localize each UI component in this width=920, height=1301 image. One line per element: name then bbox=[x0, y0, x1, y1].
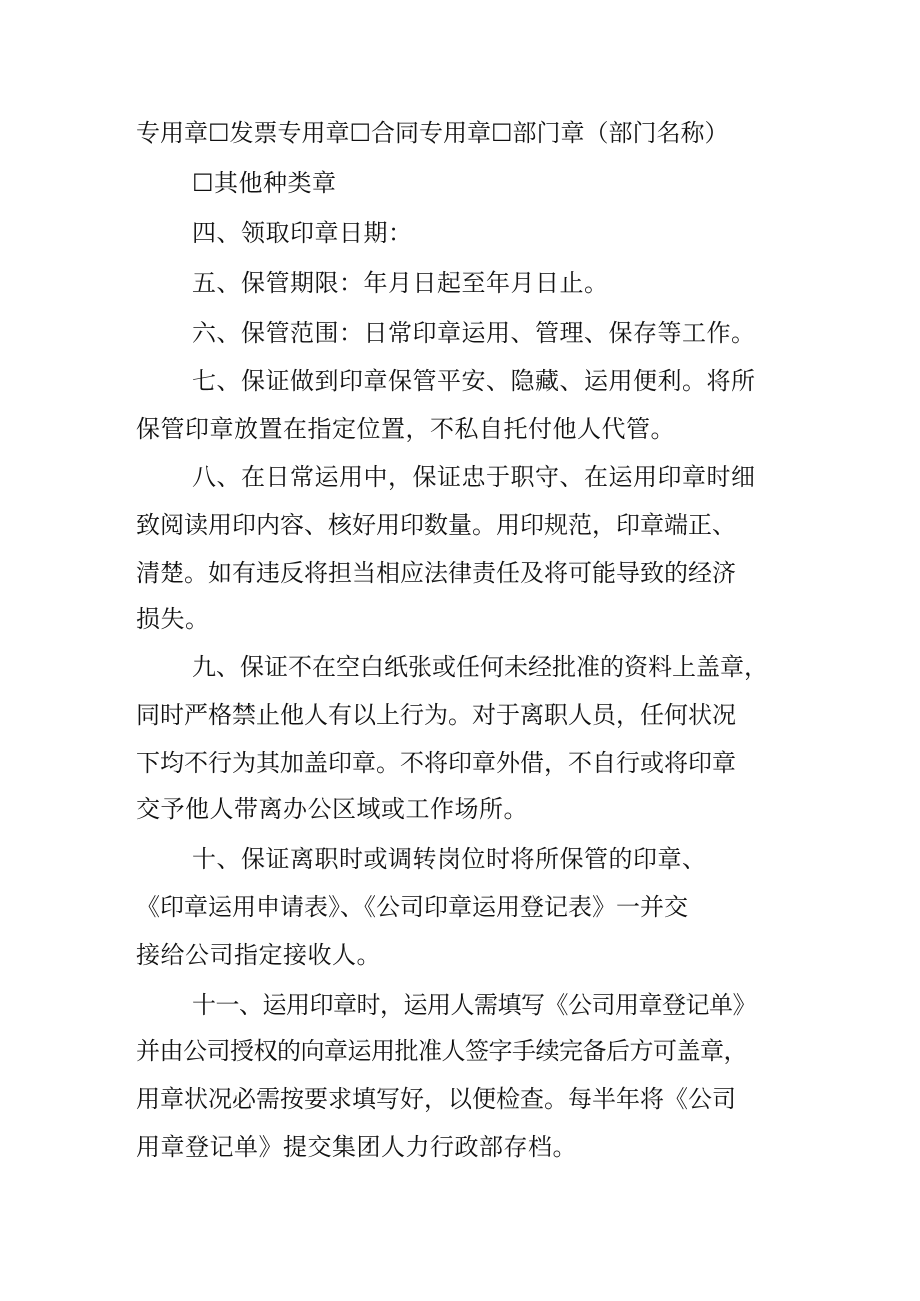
text-line: 五、保管期限：年月日起至年月日止。 bbox=[192, 269, 609, 297]
text-line: 四、领取印章日期： bbox=[192, 219, 413, 247]
text-line: 八、在日常运用中，保证忠于职守、在运用印章时细 bbox=[192, 463, 756, 491]
text-line: 并由公司授权的向章运用批准人签字手续完备后方可盖章， bbox=[136, 1037, 747, 1065]
text-line: 用章状况必需按要求填写好，以便检查。每半年将《公司 bbox=[136, 1085, 736, 1113]
text-line: 交予他人带离办公区域或工作场所。 bbox=[136, 795, 528, 823]
text-line: 六、保管范围：日常印章运用、管理、保存等工作。 bbox=[192, 319, 756, 347]
text-line: 九、保证不在空白纸张或任何未经批准的资料上盖章， bbox=[192, 653, 768, 681]
text-line: 保管印章放置在指定位置，不私自托付他人代管。 bbox=[136, 415, 675, 443]
text-line: ☐其他种类章 bbox=[192, 169, 337, 197]
text-line: 十、保证离职时或调转岗位时将所保管的印章、 bbox=[192, 845, 707, 873]
text-line: 致阅读用印内容、核好用印数量。用印规范，印章端正、 bbox=[136, 511, 736, 539]
text-line: 清楚。如有违反将担当相应法律责任及将可能导致的经济 bbox=[136, 559, 736, 587]
text-line: 接给公司指定接收人。 bbox=[136, 941, 381, 969]
text-line: 十一、运用印章时，运用人需填写《公司用章登记单》 bbox=[192, 991, 756, 1019]
text-line: 同时严格禁止他人有以上行为。对于离职人员，任何状况 bbox=[136, 701, 736, 729]
text-line: 七、保证做到印章保管平安、隐藏、运用便利。将所 bbox=[192, 367, 756, 395]
text-line: 下均不行为其加盖印章。不将印章外借，不自行或将印章 bbox=[136, 749, 736, 777]
text-line: 损失。 bbox=[136, 605, 210, 633]
text-line: 用章登记单》提交集团人力行政部存档。 bbox=[136, 1133, 577, 1161]
text-line: 《印章运用申请表》、《公司印章运用登记表》一并交 bbox=[136, 893, 688, 921]
text-line: 专用章☐发票专用章☐合同专用章☐部门章（部门名称） bbox=[136, 119, 729, 147]
